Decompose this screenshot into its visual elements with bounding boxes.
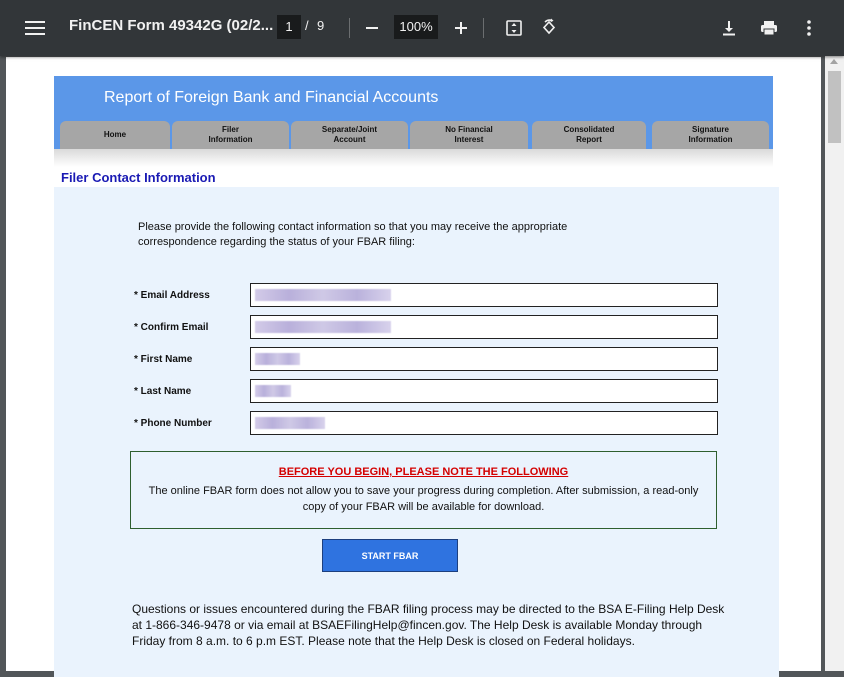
last-name-label: * Last Name xyxy=(134,386,192,397)
zoom-in-button[interactable] xyxy=(447,14,475,42)
menu-icon[interactable] xyxy=(25,18,45,38)
tab-separate-joint-account[interactable]: Separate/Joint Account xyxy=(291,121,408,149)
zoom-level-input[interactable]: 100% xyxy=(394,15,438,39)
print-button[interactable] xyxy=(755,14,783,42)
rotate-button[interactable] xyxy=(535,14,563,42)
fit-page-icon xyxy=(505,19,523,37)
section-title: Filer Contact Information xyxy=(61,170,216,185)
phone-number-label: * Phone Number xyxy=(134,418,212,429)
download-icon xyxy=(721,20,737,36)
notice-body: The online FBAR form does not allow you to save your progress during completion. After submission, a read-only copy of your FBAR will be available for download. xyxy=(148,485,699,513)
page-total: 9 xyxy=(317,18,325,33)
first-name-input[interactable] xyxy=(250,347,718,371)
page-separator: / xyxy=(305,18,309,33)
first-name-label: * First Name xyxy=(134,354,193,365)
confirm-email-input[interactable] xyxy=(250,315,718,339)
email-address-label: * Email Address xyxy=(134,290,210,301)
phone-number-input[interactable] xyxy=(250,411,718,435)
print-icon xyxy=(760,20,778,36)
page-number-input[interactable]: 1 xyxy=(277,15,301,39)
start-fbar-button[interactable]: START FBAR xyxy=(322,539,458,572)
banner-title: Report of Foreign Bank and Financial Accounts xyxy=(104,89,439,106)
form-content xyxy=(54,187,779,677)
tab-consolidated-report[interactable]: Consolidated Report xyxy=(532,121,646,149)
document-title: FinCEN Form 49342G (02/2... xyxy=(69,17,274,34)
tab-signature-information[interactable]: Signature Information xyxy=(652,121,769,149)
confirm-email-label: * Confirm Email xyxy=(134,322,209,333)
pdf-toolbar xyxy=(0,0,844,56)
last-name-input[interactable] xyxy=(250,379,718,403)
rotate-icon xyxy=(539,18,559,38)
scroll-up-arrow-icon[interactable] xyxy=(830,59,838,64)
intro-text: Please provide the following contact information so that you may receive the appropriate correspondence regarding the status of your FBAR filing: xyxy=(138,221,568,248)
more-actions-button[interactable] xyxy=(795,14,823,42)
notice-box xyxy=(130,451,717,529)
scrollbar-thumb[interactable] xyxy=(828,71,841,143)
vertical-scrollbar[interactable] xyxy=(825,56,844,671)
more-vert-icon xyxy=(806,19,812,37)
plus-icon xyxy=(454,21,468,35)
pdf-page xyxy=(6,57,821,671)
minus-icon xyxy=(365,21,379,35)
email-address-input[interactable] xyxy=(250,283,718,307)
banner-shadow xyxy=(54,149,773,167)
fit-to-page-button[interactable] xyxy=(500,14,528,42)
toolbar-divider xyxy=(483,18,484,38)
tab-home[interactable]: Home xyxy=(60,121,170,149)
download-button[interactable] xyxy=(715,14,743,42)
zoom-out-button[interactable] xyxy=(358,14,386,42)
toolbar-divider xyxy=(349,18,350,38)
tab-no-financial-interest[interactable]: No Financial Interest xyxy=(410,121,528,149)
tab-filer-information[interactable]: Filer Information xyxy=(172,121,289,149)
help-desk-text: Questions or issues encountered during the FBAR filing process may be directed to the BSA E-Filing Help Desk at 1-866-346-9478 or via email at BSAEFilingHelp@fincen.gov. The Help Desk is available Monday through Friday from 8 a.m. to 6 p.m EST. Please note that the Help Desk is closed on Federal holidays. xyxy=(132,602,725,648)
notice-heading: BEFORE YOU BEGIN, PLEASE NOTE THE FOLLOWING xyxy=(278,466,569,478)
